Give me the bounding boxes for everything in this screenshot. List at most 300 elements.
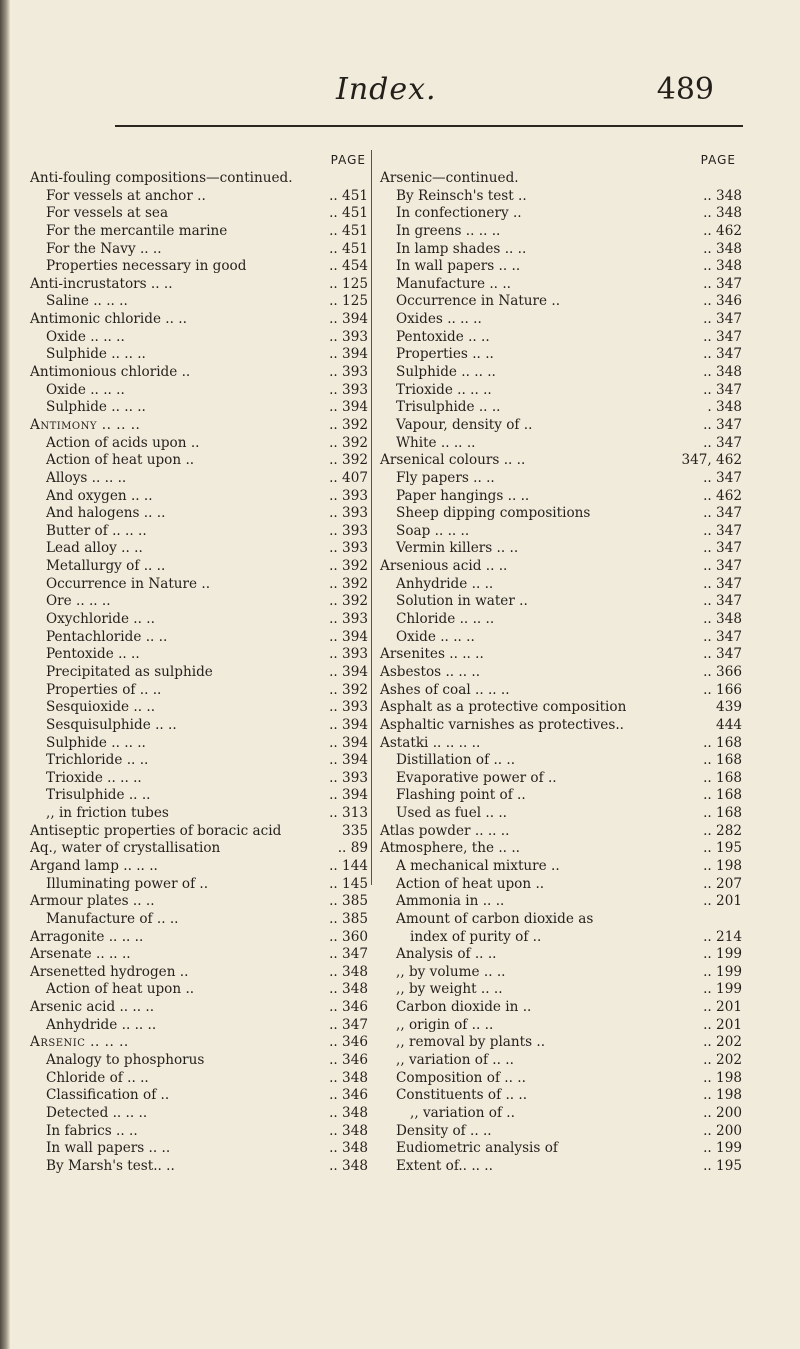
index-entry [30, 823, 368, 841]
index-term: Anti-fouling compositions—continued. [30, 170, 293, 186]
page-reference: .. 347 [703, 540, 742, 557]
index-term: Sulphide .. .. .. [46, 399, 146, 416]
index-term: Density of .. .. [396, 1122, 492, 1139]
index-entry [30, 470, 368, 488]
index-entry [380, 946, 742, 964]
index-entry [380, 593, 742, 611]
index-entry [380, 911, 742, 929]
index-entry [380, 858, 742, 876]
index-entry [30, 893, 368, 911]
index-entry [380, 1017, 742, 1035]
page-reference: .. 201 [703, 1016, 742, 1033]
index-entry [380, 752, 742, 770]
index-term: Pentoxide .. .. [396, 328, 490, 345]
index-entry [380, 1158, 742, 1176]
index-entry [380, 364, 742, 382]
index-entry [30, 241, 368, 259]
index-term: In confectionery .. [396, 205, 522, 222]
index-term: Properties of .. .. [46, 681, 162, 698]
index-entry [380, 435, 742, 453]
index-entry [380, 682, 742, 700]
index-entry [380, 329, 742, 347]
index-term: A mechanical mixture .. [396, 857, 560, 874]
page-reference: .. 347 [703, 381, 742, 398]
page-reference: .. 348 [329, 1140, 368, 1157]
index-term: Composition of .. .. [396, 1069, 526, 1086]
index-term: ,, variation of .. [410, 1104, 515, 1121]
index-term: In wall papers .. .. [396, 258, 521, 275]
index-term: Eudiometric analysis of [396, 1140, 558, 1157]
page-reference: .. 348 [703, 187, 742, 204]
index-term: Pentoxide .. .. [46, 646, 140, 663]
index-term: Detected .. .. .. [46, 1104, 148, 1121]
index-entry [380, 540, 742, 558]
index-entry [30, 540, 368, 558]
index-entry [30, 488, 368, 506]
index-term: Vermin killers .. .. [396, 540, 519, 557]
page-reference: .. 200 [703, 1104, 742, 1121]
index-entry [380, 170, 742, 188]
index-entry [30, 593, 368, 611]
page-reference: .. 348 [703, 258, 742, 275]
index-term: Properties necessary in good [46, 258, 247, 275]
index-entry [380, 1105, 742, 1123]
column-divider [371, 150, 372, 885]
index-term: Analogy to phosphorus [46, 1052, 205, 1069]
page-reference: .. 199 [703, 963, 742, 980]
index-entry [380, 893, 742, 911]
index-entry [380, 735, 742, 753]
page-reference: 439 [716, 699, 742, 716]
index-entry [380, 699, 742, 717]
index-entry [30, 611, 368, 629]
index-term: Vapour, density of .. [396, 416, 533, 433]
index-entry [30, 329, 368, 347]
index-entry [30, 1070, 368, 1088]
index-entry [30, 1123, 368, 1141]
index-term: Precipitated as sulphide [46, 663, 213, 680]
index-entry [380, 346, 742, 364]
page-reference: .. 393 [329, 381, 368, 398]
page-number: 489 [656, 72, 714, 107]
index-term: Amount of carbon dioxide as [396, 910, 594, 927]
page-reference: .. 393 [329, 505, 368, 522]
index-term: Classification of .. [46, 1087, 170, 1104]
page-reference: .. 348 [703, 205, 742, 222]
index-term: Sesquisulphide .. .. [46, 716, 177, 733]
page-reference: .. 347 [703, 328, 742, 345]
index-term: Properties .. .. [396, 346, 494, 363]
page-reference: .. 392 [329, 575, 368, 592]
index-entry [30, 170, 368, 188]
index-term: Butter of .. .. .. [46, 522, 147, 539]
page-reference: .. 347 [703, 434, 742, 451]
index-entry [30, 452, 368, 470]
page-reference: .. 385 [329, 893, 368, 910]
index-entry [380, 188, 742, 206]
page-reference: .. 313 [329, 805, 368, 822]
index-entry [380, 241, 742, 259]
page-reference: .. 346 [329, 999, 368, 1016]
index-term: Action of acids upon .. [46, 434, 200, 451]
page-reference: .. 347 [703, 575, 742, 592]
page-reference: .. 347 [329, 946, 368, 963]
index-column-left [30, 150, 368, 1176]
page-reference: .. 347 [703, 346, 742, 363]
running-title: Index. [336, 72, 437, 107]
index-term: Aq., water of crystallisation [30, 840, 221, 857]
page-reference: .. 214 [703, 928, 742, 945]
index-term: Paper hangings .. .. [396, 487, 530, 504]
index-entry [380, 787, 742, 805]
index-term: index of purity of .. [410, 928, 542, 945]
index-entry [380, 258, 742, 276]
page-reference: .. 393 [329, 364, 368, 381]
index-entry [30, 505, 368, 523]
page-reference: .. 392 [329, 434, 368, 451]
index-term: Oxides .. .. .. [396, 311, 482, 328]
page-column-label: PAGE [330, 153, 366, 167]
page-reference: .. 360 [329, 928, 368, 945]
index-term: Antimonious chloride .. [30, 364, 191, 381]
index-term: Fly papers .. .. [396, 469, 495, 486]
page-reference: .. 168 [703, 787, 742, 804]
index-term: Trioxide .. .. .. [396, 381, 492, 398]
index-term: Pentachloride .. .. [46, 628, 168, 645]
page-reference: .. 207 [703, 875, 742, 892]
index-entry [30, 911, 368, 929]
index-entry [30, 311, 368, 329]
index-term: Arsenetted hydrogen .. [30, 963, 189, 980]
index-entry [380, 1087, 742, 1105]
index-entry [380, 470, 742, 488]
index-entry [30, 858, 368, 876]
index-entry [30, 876, 368, 894]
index-term: And halogens .. .. [46, 505, 166, 522]
index-entry [380, 558, 742, 576]
index-term: Action of heat upon .. [396, 875, 545, 892]
index-term: Arsenical colours .. .. [380, 452, 526, 469]
index-entry [30, 523, 368, 541]
index-entry [30, 787, 368, 805]
page-reference: .. 393 [329, 646, 368, 663]
index-entry [30, 346, 368, 364]
index-term: Astatki .. .. .. .. [380, 734, 481, 751]
page-reference: .. 454 [329, 258, 368, 275]
index-entry [30, 840, 368, 858]
index-entry [30, 364, 368, 382]
index-term: Alloys .. .. .. [46, 469, 127, 486]
index-term: Trisulphide .. .. [46, 787, 151, 804]
index-entry [30, 1105, 368, 1123]
index-entry [30, 258, 368, 276]
index-entry [380, 488, 742, 506]
page-reference: .. 462 [703, 487, 742, 504]
page-reference: .. 201 [703, 893, 742, 910]
index-term: Action of heat upon .. [46, 452, 195, 469]
index-entry [380, 981, 742, 999]
index-term: ,, variation of .. .. [396, 1052, 514, 1069]
index-entry [380, 417, 742, 435]
page-reference: .. 199 [703, 981, 742, 998]
index-entry [30, 699, 368, 717]
page-reference: .. 168 [703, 769, 742, 786]
page-reference: .. 347 [703, 628, 742, 645]
index-term: In greens .. .. .. [396, 222, 501, 239]
index-entry [30, 205, 368, 223]
index-entry [30, 664, 368, 682]
index-term: Asphaltic varnishes as protectives.. [380, 716, 624, 733]
index-entry [30, 752, 368, 770]
index-term: Manufacture of .. .. [46, 910, 179, 927]
index-entry [30, 382, 368, 400]
index-entry [30, 576, 368, 594]
index-column-right [380, 150, 742, 1176]
index-entry [30, 1087, 368, 1105]
page-reference: .. 394 [329, 311, 368, 328]
index-term: Arsenious acid .. .. [380, 558, 508, 575]
index-entry [380, 929, 742, 947]
page-reference: .. 451 [329, 205, 368, 222]
page-reference: .. 198 [703, 1087, 742, 1104]
page-reference: .. 168 [703, 752, 742, 769]
index-entry-list [30, 170, 368, 1176]
index-entry [380, 311, 742, 329]
index-entry [30, 929, 368, 947]
page-header [120, 72, 760, 120]
index-entry [30, 223, 368, 241]
index-term: Arragonite .. .. .. [30, 928, 144, 945]
page-reference: .. 145 [329, 875, 368, 892]
page-reference: .. 144 [329, 857, 368, 874]
page-reference: .. 394 [329, 787, 368, 804]
page-reference: 444 [716, 716, 742, 733]
index-term: Antimony .. .. .. [30, 416, 141, 433]
index-term: ,, removal by plants .. [396, 1034, 546, 1051]
index-term: Anhydride .. .. [396, 575, 494, 592]
page-reference: .. 347 [703, 558, 742, 575]
page-reference: .. 200 [703, 1122, 742, 1139]
page-reference: .. 168 [703, 805, 742, 822]
index-term: Solution in water .. [396, 593, 528, 610]
index-entry [380, 276, 742, 294]
index-term: Trioxide .. .. .. [46, 769, 142, 786]
index-term: ,, by weight .. .. [396, 981, 503, 998]
index-entry [30, 1052, 368, 1070]
page-reference: .. 394 [329, 628, 368, 645]
page-reference: .. 346 [329, 1034, 368, 1051]
page-reference: .. 202 [703, 1034, 742, 1051]
page-reference: .. 201 [703, 999, 742, 1016]
header-rule [115, 125, 743, 127]
page-reference: .. 393 [329, 769, 368, 786]
index-term: Manufacture .. .. [396, 275, 511, 292]
page-reference: .. 195 [703, 840, 742, 857]
page-reference: .. 347 [703, 646, 742, 663]
index-entry [380, 382, 742, 400]
index-entry [30, 1158, 368, 1176]
index-term: In fabrics .. .. [46, 1122, 138, 1139]
index-entry [30, 805, 368, 823]
page-reference: .. 392 [329, 416, 368, 433]
index-term: Oxide .. .. .. [396, 628, 475, 645]
page-reference: .. 392 [329, 681, 368, 698]
page-reference: 335 [342, 822, 368, 839]
page-reference: .. 394 [329, 346, 368, 363]
page-reference: .. 168 [703, 734, 742, 751]
index-entry [380, 823, 742, 841]
index-term: And oxygen .. .. [46, 487, 153, 504]
page-reference: .. 394 [329, 716, 368, 733]
index-entry [30, 558, 368, 576]
page-reference: .. 393 [329, 522, 368, 539]
index-term: Oxide .. .. .. [46, 328, 125, 345]
index-entry [380, 205, 742, 223]
index-term: Illuminating power of .. [46, 875, 209, 892]
page-reference: .. 348 [329, 1069, 368, 1086]
index-entry [380, 629, 742, 647]
index-entry [30, 999, 368, 1017]
index-entry [30, 981, 368, 999]
index-term: White .. .. .. [396, 434, 476, 451]
index-term: ,, in friction tubes [46, 805, 169, 822]
index-term: Evaporative power of .. [396, 769, 557, 786]
index-entry [30, 964, 368, 982]
page-reference: .. 347 [703, 593, 742, 610]
index-entry [30, 188, 368, 206]
index-entry [380, 999, 742, 1017]
page-column-label: PAGE [700, 153, 736, 167]
index-term: ,, by volume .. .. [396, 963, 506, 980]
page-reference: .. 89 [337, 840, 368, 857]
index-term: Used as fuel .. .. [396, 805, 508, 822]
index-term: In lamp shades .. .. [396, 240, 527, 257]
index-entry [30, 770, 368, 788]
page-reference: .. 346 [329, 1052, 368, 1069]
index-term: Arsenites .. .. .. [380, 646, 484, 663]
index-entry [30, 293, 368, 311]
page-reference: .. 346 [329, 1087, 368, 1104]
index-term: Lead alloy .. .. [46, 540, 143, 557]
page-reference: .. 348 [329, 1122, 368, 1139]
index-term: Oxide .. .. .. [46, 381, 125, 398]
page-reference: .. 195 [703, 1157, 742, 1174]
page-reference: .. 282 [703, 822, 742, 839]
page-reference: .. 166 [703, 681, 742, 698]
index-entry [380, 1070, 742, 1088]
page-reference: .. 393 [329, 328, 368, 345]
page-reference: .. 347 [703, 522, 742, 539]
page-reference: .. 348 [703, 240, 742, 257]
index-entry [380, 611, 742, 629]
index-term: Anhydride .. .. .. [46, 1016, 157, 1033]
index-term: Sulphide .. .. .. [46, 734, 146, 751]
page-reference: .. 347 [703, 469, 742, 486]
page-reference: .. 348 [329, 963, 368, 980]
page-reference: .. 348 [329, 1104, 368, 1121]
index-term: Chloride of .. .. [46, 1069, 149, 1086]
index-term: Ore .. .. .. [46, 593, 111, 610]
page-reference: .. 394 [329, 734, 368, 751]
index-term: By Marsh's test.. .. [46, 1157, 175, 1174]
index-term: Antiseptic properties of boracic acid [30, 822, 282, 839]
page-reference: .. 348 [703, 611, 742, 628]
index-entry [30, 399, 368, 417]
index-term: For vessels at anchor .. [46, 187, 206, 204]
page-reference: .. 385 [329, 910, 368, 927]
index-entry [380, 1123, 742, 1141]
index-term: Action of heat upon .. [46, 981, 195, 998]
page-reference: .. 462 [703, 222, 742, 239]
page-reference: .. 393 [329, 487, 368, 504]
index-entry [380, 1052, 742, 1070]
index-term: Occurrence in Nature .. [396, 293, 561, 310]
page-reference: .. 198 [703, 857, 742, 874]
index-entry [380, 840, 742, 858]
index-entry [380, 717, 742, 735]
index-entry [380, 293, 742, 311]
page-reference: .. 125 [329, 293, 368, 310]
page-reference: .. 198 [703, 1069, 742, 1086]
index-term: Flashing point of .. [396, 787, 526, 804]
page-reference: .. 348 [329, 1157, 368, 1174]
page-reference: .. 347 [703, 505, 742, 522]
index-term: Trichloride .. .. [46, 752, 149, 769]
page-reference: .. 348 [703, 364, 742, 381]
page-reference: .. 199 [703, 1140, 742, 1157]
index-term: In wall papers .. .. [46, 1140, 171, 1157]
page-reference: .. 348 [329, 981, 368, 998]
index-term: Arsenic .. .. .. [30, 1034, 129, 1051]
page-reference: .. 346 [703, 293, 742, 310]
index-term: Anti-incrustators .. .. [30, 275, 173, 292]
page-reference: .. 451 [329, 222, 368, 239]
index-term: Constituents of .. .. [396, 1087, 528, 1104]
page-reference: .. 392 [329, 593, 368, 610]
index-term: Asbestos .. .. .. [380, 663, 481, 680]
index-term: By Reinsch's test .. [396, 187, 527, 204]
page-reference: .. 451 [329, 187, 368, 204]
page-reference: .. 451 [329, 240, 368, 257]
index-entry [30, 1034, 368, 1052]
index-term: Trisulphide .. .. [396, 399, 501, 416]
index-term: Sulphide .. .. .. [396, 364, 496, 381]
index-entry [380, 452, 742, 470]
index-term: Saline .. .. .. [46, 293, 128, 310]
page-reference: . 348 [707, 399, 742, 416]
index-entry [380, 964, 742, 982]
index-entry [30, 435, 368, 453]
index-term: Distillation of .. .. [396, 752, 516, 769]
index-entry [30, 717, 368, 735]
page-reference: 347, 462 [681, 452, 742, 469]
page-reference: .. 392 [329, 452, 368, 469]
index-entry-list [380, 170, 742, 1176]
index-term: Extent of.. .. .. [396, 1157, 493, 1174]
index-term: Analysis of .. .. [396, 946, 497, 963]
page-reference: .. 347 [703, 416, 742, 433]
index-entry [380, 523, 742, 541]
index-entry [30, 629, 368, 647]
page-reference: .. 366 [703, 663, 742, 680]
page-reference: .. 202 [703, 1052, 742, 1069]
index-term: Antimonic chloride .. .. [30, 311, 187, 328]
page-reference: .. 407 [329, 469, 368, 486]
index-term: Arsenate .. .. .. [30, 946, 131, 963]
index-term: ,, origin of .. .. [396, 1016, 494, 1033]
page-reference: .. 392 [329, 558, 368, 575]
index-entry [380, 399, 742, 417]
